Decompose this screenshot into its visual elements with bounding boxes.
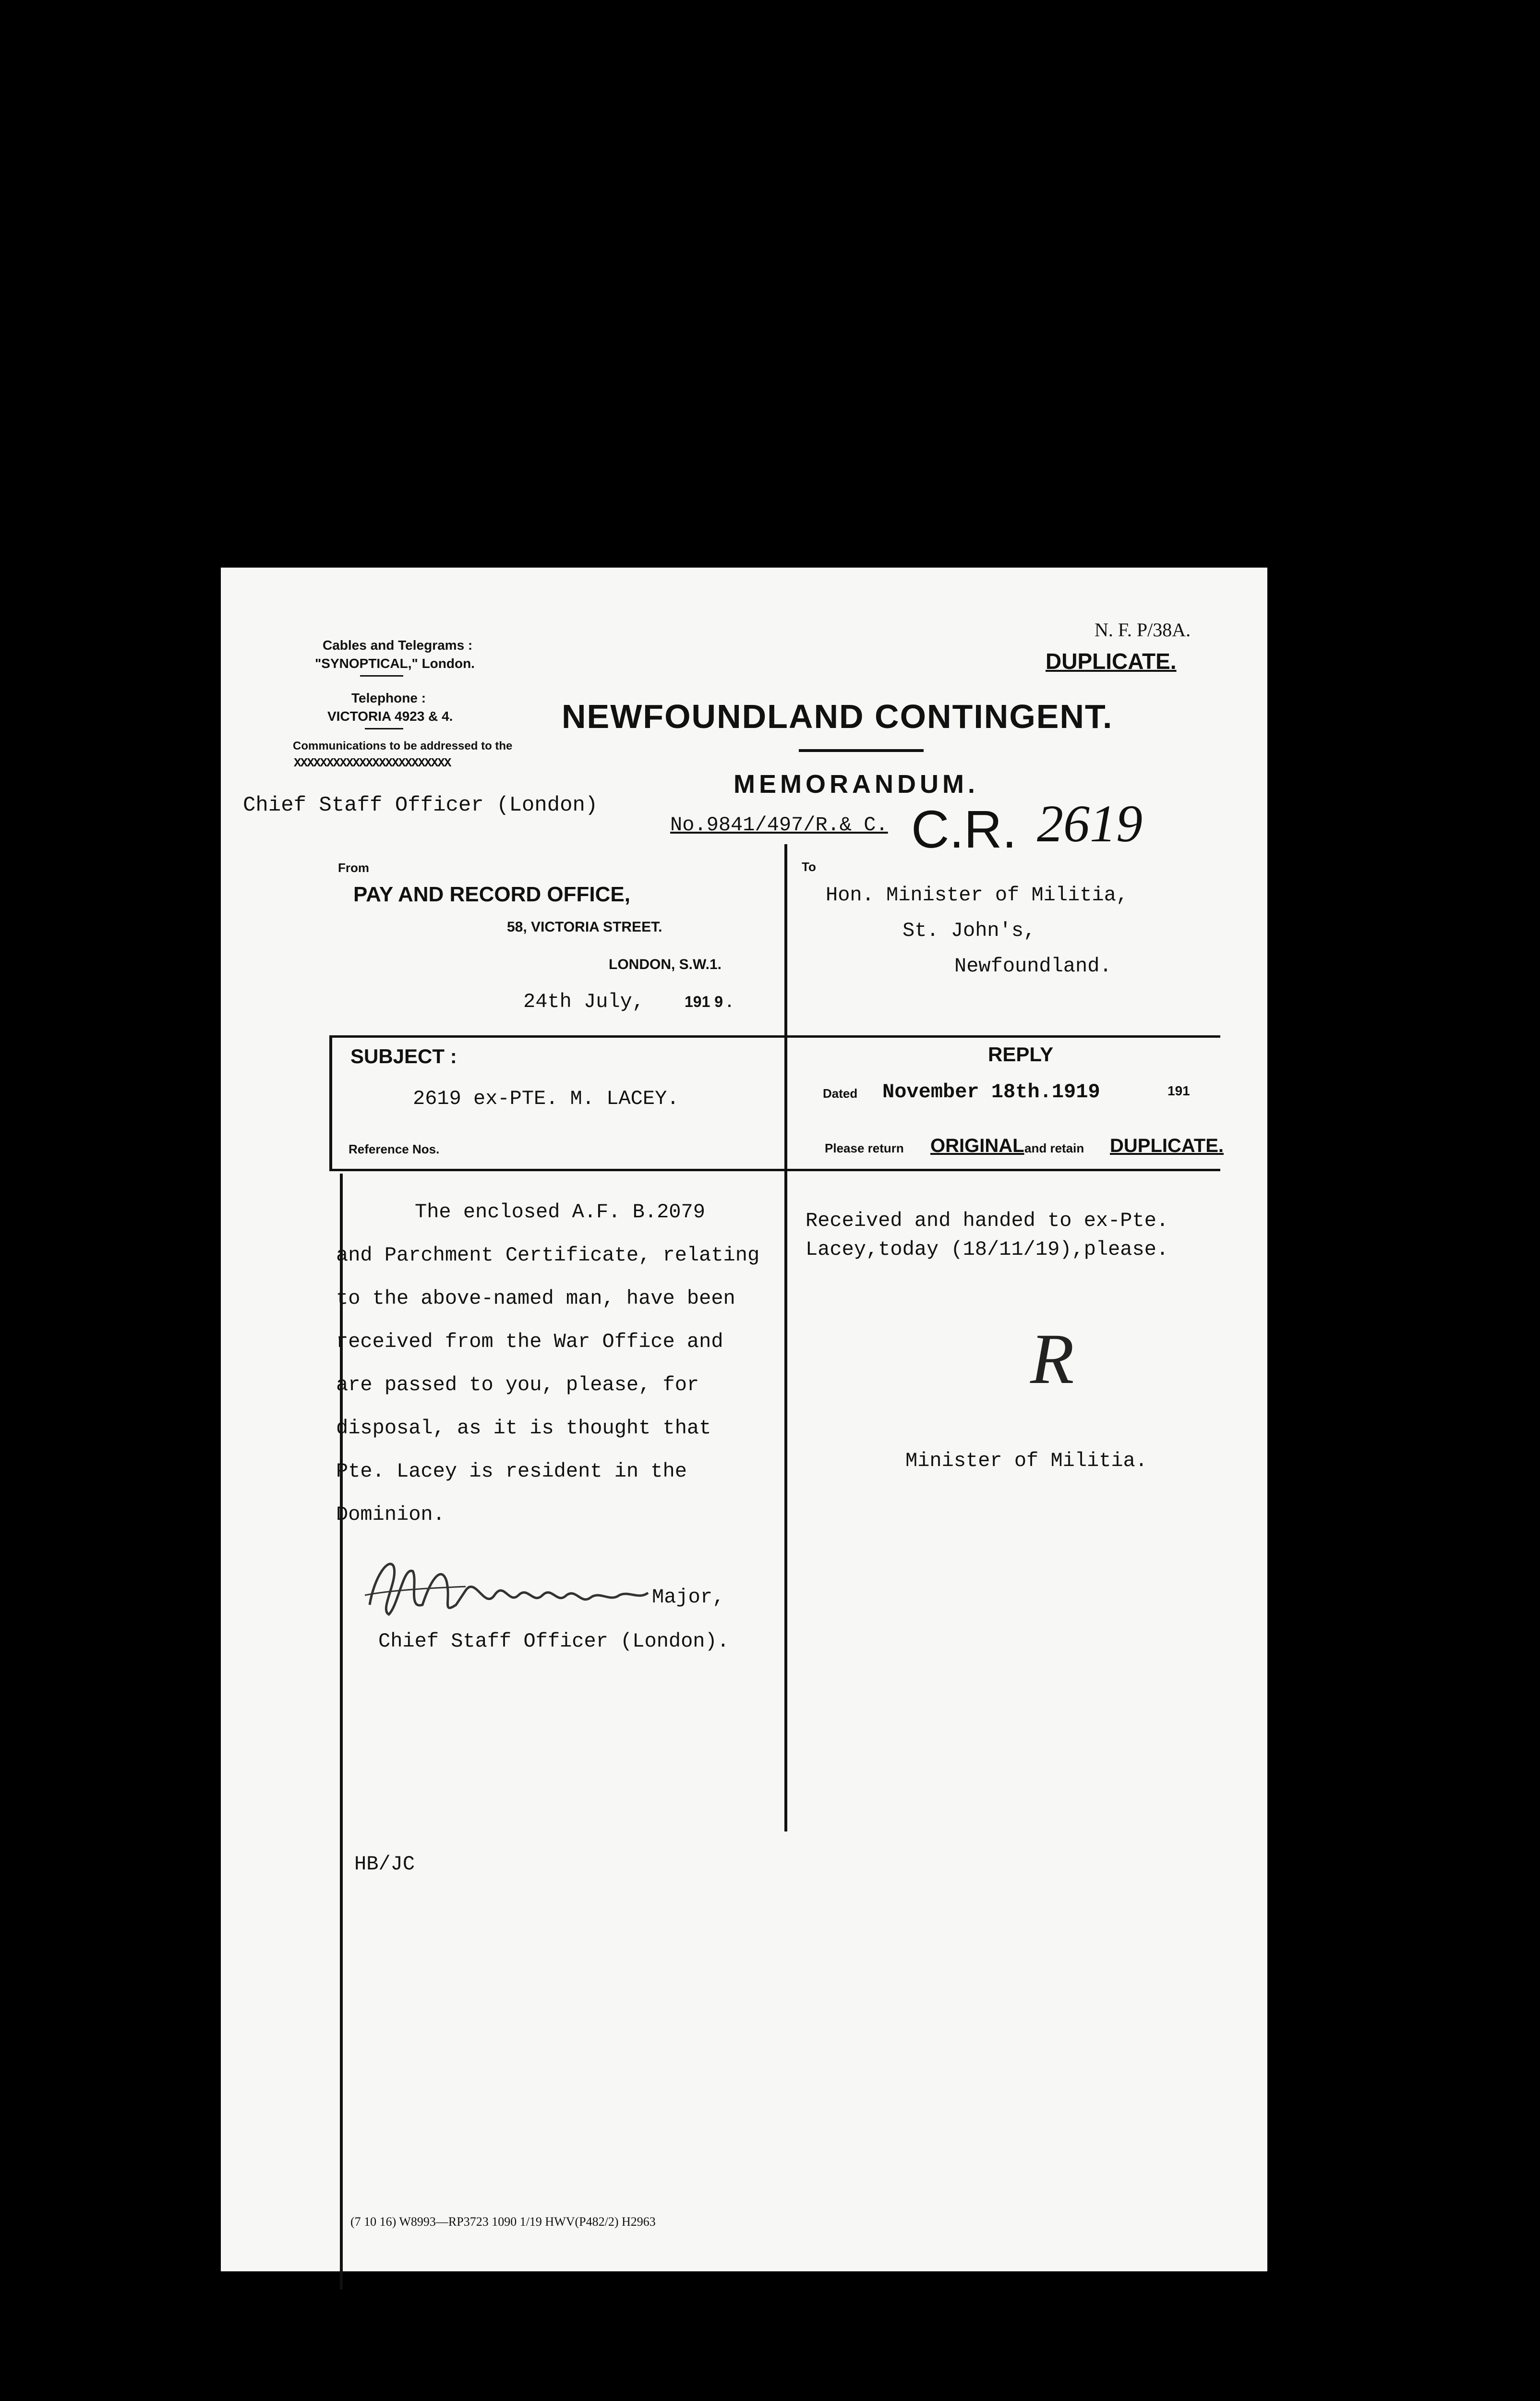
- divider: [360, 675, 403, 677]
- duplicate-stamp: DUPLICATE.: [1046, 649, 1177, 674]
- divider: [365, 728, 403, 729]
- return-instruction-prefix: Please return: [825, 1141, 904, 1155]
- return-instruction-mid: and retain: [1024, 1141, 1084, 1155]
- cr-handwritten-number: 2619: [1037, 794, 1143, 853]
- chief-staff-officer: Chief Staff Officer (London): [243, 793, 598, 817]
- from-city: LONDON, S.W.1.: [609, 957, 722, 972]
- body-line-4: received from the War Office and: [336, 1330, 723, 1353]
- duplicate-label: DUPLICATE.: [1110, 1135, 1224, 1156]
- to-line-1: Hon. Minister of Militia,: [826, 884, 1129, 907]
- subject-bottom-rule: [329, 1169, 1220, 1171]
- dated-suffix: 191: [1167, 1083, 1190, 1098]
- form-number: N. F. P/38A.: [1095, 619, 1191, 641]
- dated-label: Dated: [823, 1086, 858, 1101]
- body-line-2: and Parchment Certificate, relating: [336, 1244, 760, 1267]
- from-office: PAY AND RECORD OFFICE,: [353, 883, 630, 906]
- to-label: To: [802, 860, 816, 874]
- from-date: 24th July,: [523, 990, 645, 1013]
- body-line-3: to the above-named man, have been: [336, 1287, 735, 1310]
- reply-line-1: Received and handed to ex-Pte.: [806, 1209, 1169, 1232]
- cables-label: Cables and Telegrams :: [323, 638, 473, 653]
- from-year: 191 9 .: [685, 993, 732, 1010]
- original-label: ORIGINAL: [930, 1135, 1024, 1156]
- signer-title: Chief Staff Officer (London).: [378, 1630, 729, 1653]
- signer-rank: Major,: [652, 1586, 725, 1609]
- subject-left-rule: [329, 1035, 332, 1169]
- reply-initial-mark: R: [1030, 1319, 1074, 1399]
- document-title: NEWFOUNDLAND CONTINGENT.: [562, 698, 1113, 735]
- struck-out-line: XXXXXXXXXXXXXXXXXXXXXXXX: [294, 756, 451, 770]
- reply-line-2: Lacey,today (18/11/19),please.: [806, 1238, 1169, 1261]
- body-line-6: disposal, as it is thought that: [336, 1417, 711, 1440]
- body-line-1: The enclosed A.F. B.2079: [415, 1200, 705, 1224]
- reference-number: No.9841/497/R.& C.: [670, 813, 888, 837]
- cr-stamp: C.R.: [911, 800, 1017, 859]
- communications-note: Communications to be addressed to the: [293, 740, 513, 752]
- officer-signature: [360, 1547, 653, 1624]
- subject-text: 2619 ex-PTE. M. LACEY.: [413, 1087, 679, 1110]
- to-line-2: St. John's,: [902, 919, 1036, 942]
- telephone-label: Telephone :: [351, 691, 426, 705]
- subject-top-rule: [329, 1035, 1220, 1038]
- body-line-8: Dominion.: [336, 1503, 445, 1526]
- body-line-7: Pte. Lacey is resident in the: [336, 1460, 687, 1483]
- dated-value: November 18th.1919: [882, 1080, 1100, 1103]
- from-street: 58, VICTORIA STREET.: [507, 919, 662, 935]
- reply-signer: Minister of Militia.: [905, 1449, 1148, 1472]
- typist-initials: HB/JC: [354, 1853, 415, 1876]
- title-rule: [799, 749, 924, 752]
- memorandum-heading: MEMORANDUM.: [734, 770, 979, 799]
- from-label: From: [338, 861, 369, 875]
- to-line-3: Newfoundland.: [954, 955, 1112, 978]
- body-line-5: are passed to you, please, for: [336, 1373, 699, 1396]
- footer-print-code: (7 10 16) W8993—RP3723 1090 1/19 HWV(P482/2) H2963: [350, 2215, 656, 2229]
- telephone-value: VICTORIA 4923 & 4.: [327, 709, 453, 724]
- reply-label: REPLY: [988, 1043, 1054, 1066]
- reference-nos-label: Reference Nos.: [349, 1142, 440, 1156]
- subject-label: SUBJECT :: [350, 1045, 457, 1067]
- synoptical-address: "SYNOPTICAL," London.: [315, 656, 475, 671]
- center-divider: [784, 844, 787, 1831]
- memorandum-sheet: [221, 568, 1267, 2271]
